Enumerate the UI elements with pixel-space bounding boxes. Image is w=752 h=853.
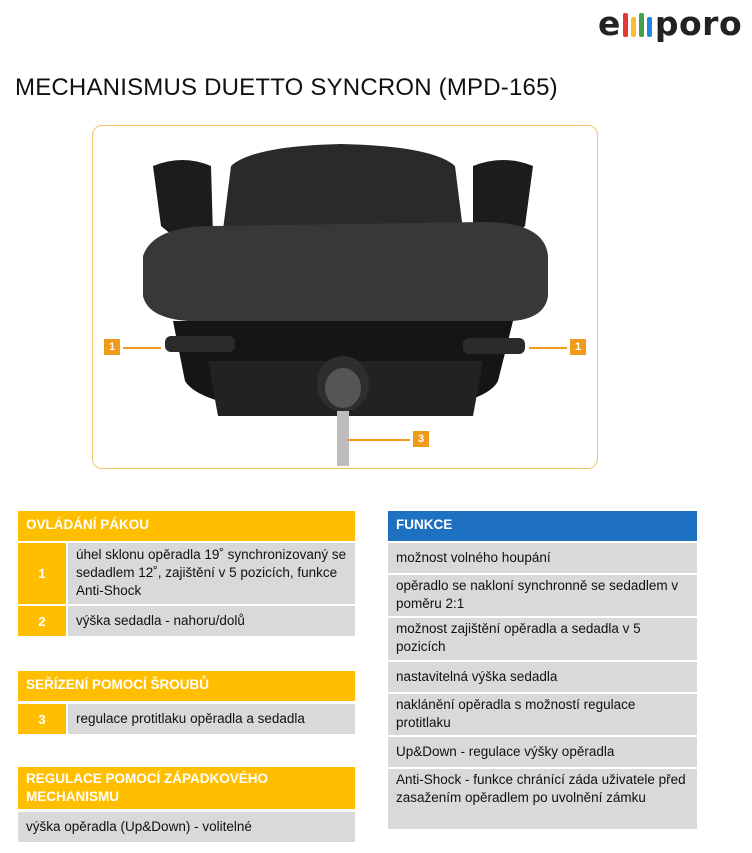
funkce-header: FUNKCE — [388, 511, 697, 541]
chair-photo-frame — [92, 125, 598, 469]
ovladani-row-1-text: úhel sklonu opěradla 19˚ synchronizovaný se sedadlem 12˚, zajištění v 5 pozicích, funkce Anti-Shock — [68, 543, 355, 604]
regulace-header: REGULACE POMOCÍ ZÁPADKOVÉHO MECHANISMU — [18, 767, 355, 809]
callout-1-left: 1 — [104, 339, 120, 355]
chair-mechanism-image — [93, 126, 596, 467]
ovladani-row-1-num: 1 — [18, 543, 66, 604]
callout-1-left-arrow — [123, 347, 161, 349]
regulace-row-1-text: výška opěradla (Up&Down) - volitelné — [18, 812, 355, 842]
ovladani-row-2-text: výška sedadla - nahoru/dolů — [68, 606, 355, 636]
ovladani-row-2-num: 2 — [18, 606, 66, 636]
callout-1-right-arrow — [529, 347, 567, 349]
callout-3: 3 — [413, 431, 429, 447]
emporo-logo — [598, 4, 742, 43]
funkce-row-7: Anti-Shock - funkce chránící záda uživatele před zasažením opěradlem po uvolnění zámku — [388, 769, 697, 829]
funkce-row-3: možnost zajištění opěradla a sedadla v 5 pozicích — [388, 618, 697, 660]
funkce-row-5: naklánění opěradla s možností regulace protitlaku — [388, 694, 697, 735]
serizeni-row-1-num: 3 — [18, 704, 66, 734]
logo-text-e: e — [598, 4, 621, 43]
callout-1-right: 1 — [570, 339, 586, 355]
logo-m-icon — [621, 9, 655, 37]
callout-3-arrow — [348, 439, 410, 441]
funkce-row-2: opěradlo se nakloní synchronně se sedadlem v poměru 2:1 — [388, 575, 697, 616]
funkce-row-4: nastavitelná výška sedadla — [388, 662, 697, 692]
serizeni-row-1-text: regulace protitlaku opěradla a sedadla — [68, 704, 355, 734]
logo-text-poro: poro — [654, 4, 743, 43]
serizeni-header: SEŘÍZENÍ POMOCÍ ŠROUBŮ — [18, 671, 355, 701]
funkce-row-1: možnost volného houpání — [388, 543, 697, 573]
ovladani-header: OVLÁDÁNÍ PÁKOU — [18, 511, 355, 541]
funkce-row-6: Up&Down - regulace výšky opěradla — [388, 737, 697, 767]
page-title: MECHANISMUS DUETTO SYNCRON (MPD-165) — [15, 74, 558, 101]
